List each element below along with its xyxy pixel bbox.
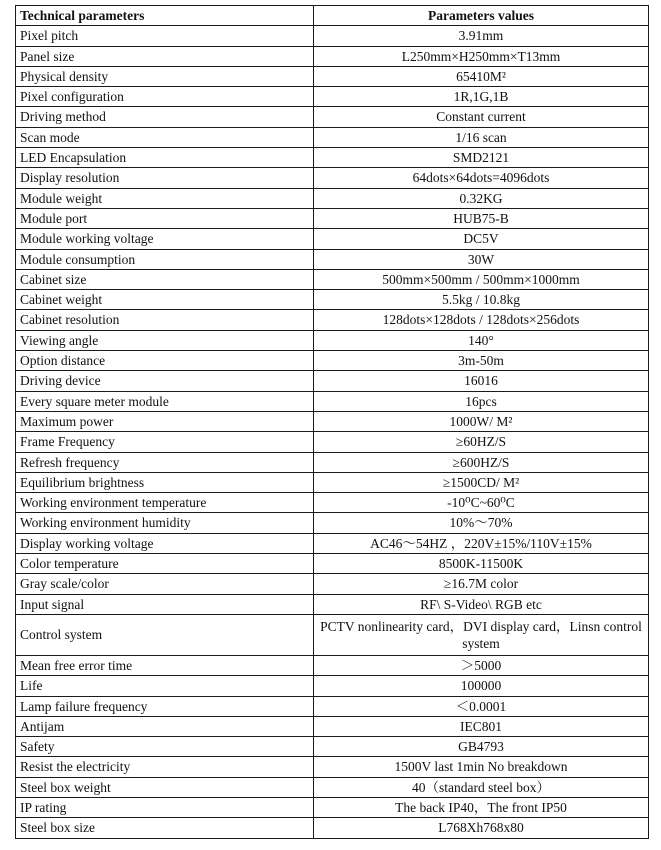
table-row: [16, 269, 649, 289]
table-row: [16, 818, 649, 838]
parameter-value: 128dots×128dots / 128dots×256dots: [314, 310, 649, 330]
table-row: [16, 371, 649, 391]
parameter-name: Cabinet size: [16, 269, 314, 289]
table-row: [16, 676, 649, 696]
parameter-value: 0.32KG: [314, 188, 649, 208]
parameter-value: HUB75-B: [314, 208, 649, 228]
parameter-name: Steel box size: [16, 818, 314, 838]
parameter-name: Frame Frequency: [16, 432, 314, 452]
parameter-name: Every square meter module: [16, 391, 314, 411]
table-row: [16, 777, 649, 797]
parameter-value: Constant current: [314, 107, 649, 127]
parameter-name: Safety: [16, 737, 314, 757]
parameter-name: Input signal: [16, 594, 314, 614]
parameter-name: Life: [16, 676, 314, 696]
table-row: [16, 66, 649, 86]
parameter-name: Driving device: [16, 371, 314, 391]
header-technical-parameters: Technical parameters: [16, 6, 314, 26]
parameter-name: Physical density: [16, 66, 314, 86]
header-parameters-values: Parameters values: [314, 6, 649, 26]
table-row: [16, 594, 649, 614]
table-row: [16, 554, 649, 574]
parameter-value: DC5V: [314, 229, 649, 249]
table-row: [16, 168, 649, 188]
parameter-name: Driving method: [16, 107, 314, 127]
table-row: [16, 107, 649, 127]
parameter-name: Panel size: [16, 46, 314, 66]
table-row: [16, 513, 649, 533]
table-row: [16, 737, 649, 757]
parameter-value: ≥60HZ/S: [314, 432, 649, 452]
parameter-value: 140°: [314, 330, 649, 350]
table-row: [16, 493, 649, 513]
parameter-value: 500mm×500mm / 500mm×1000mm: [314, 269, 649, 289]
table-row: [16, 757, 649, 777]
parameter-value: The back IP40，The front IP50: [314, 797, 649, 817]
parameter-value: GB4793: [314, 737, 649, 757]
table-row: [16, 411, 649, 431]
parameter-value: 8500K-11500K: [314, 554, 649, 574]
parameter-value: 3.91mm: [314, 26, 649, 46]
parameter-name: Module weight: [16, 188, 314, 208]
parameter-value: 1/16 scan: [314, 127, 649, 147]
table-row: [16, 391, 649, 411]
parameter-value: 40（standard steel box）: [314, 777, 649, 797]
table-body: [16, 26, 649, 838]
parameter-name: Resist the electricity: [16, 757, 314, 777]
table-row: [16, 26, 649, 46]
table-row: [16, 46, 649, 66]
parameter-value: PCTV nonlinearity card，DVI display card，Linsn control system: [314, 614, 649, 655]
table-row: [16, 655, 649, 675]
table-row: [16, 614, 649, 655]
parameter-value: ≥16.7M color: [314, 574, 649, 594]
parameter-name: Working environment humidity: [16, 513, 314, 533]
table-row: [16, 208, 649, 228]
parameter-name: Lamp failure frequency: [16, 696, 314, 716]
table-row: [16, 574, 649, 594]
parameter-name: Maximum power: [16, 411, 314, 431]
parameter-value: 30W: [314, 249, 649, 269]
table-row: [16, 432, 649, 452]
parameter-name: Display working voltage: [16, 533, 314, 553]
table-row: [16, 249, 649, 269]
parameter-name: Control system: [16, 614, 314, 655]
parameter-name: LED Encapsulation: [16, 148, 314, 168]
table-row: [16, 472, 649, 492]
parameter-value: 64dots×64dots=4096dots: [314, 168, 649, 188]
table-header-row: [16, 6, 649, 26]
parameter-name: Option distance: [16, 351, 314, 371]
parameter-name: Gray scale/color: [16, 574, 314, 594]
parameter-value: L250mm×H250mm×T13mm: [314, 46, 649, 66]
parameter-name: Pixel pitch: [16, 26, 314, 46]
table-row: [16, 229, 649, 249]
parameter-name: Module port: [16, 208, 314, 228]
parameter-name: Refresh frequency: [16, 452, 314, 472]
parameter-name: Display resolution: [16, 168, 314, 188]
parameter-value: 16016: [314, 371, 649, 391]
parameter-name: Mean free error time: [16, 655, 314, 675]
parameter-value: 1000W/ M²: [314, 411, 649, 431]
parameter-value: 100000: [314, 676, 649, 696]
parameter-name: Scan mode: [16, 127, 314, 147]
table-row: [16, 533, 649, 553]
table-row: [16, 127, 649, 147]
parameter-value: 16pcs: [314, 391, 649, 411]
parameter-name: Color temperature: [16, 554, 314, 574]
parameter-name: Pixel configuration: [16, 87, 314, 107]
parameter-value: AC46～54HZ ，220V±15%/110V±15%: [314, 533, 649, 553]
parameter-name: Module consumption: [16, 249, 314, 269]
parameter-value: ＞5000: [314, 655, 649, 675]
parameter-value: SMD2121: [314, 148, 649, 168]
table-row: [16, 148, 649, 168]
parameter-name: Viewing angle: [16, 330, 314, 350]
parameter-value: 5.5kg / 10.8kg: [314, 290, 649, 310]
table-row: [16, 452, 649, 472]
parameter-name: Antijam: [16, 716, 314, 736]
parameter-name: Steel box weight: [16, 777, 314, 797]
table-row: [16, 351, 649, 371]
table-row: [16, 696, 649, 716]
table-row: [16, 797, 649, 817]
parameter-value: -10⁰C~60⁰C: [314, 493, 649, 513]
parameter-name: Cabinet weight: [16, 290, 314, 310]
parameter-value: 65410M²: [314, 66, 649, 86]
parameter-value: L768Xh768x80: [314, 818, 649, 838]
parameter-name: Equilibrium brightness: [16, 472, 314, 492]
table-row: [16, 716, 649, 736]
parameter-value: 3m-50m: [314, 351, 649, 371]
parameter-name: IP rating: [16, 797, 314, 817]
table-row: [16, 290, 649, 310]
parameter-name: Working environment temperature: [16, 493, 314, 513]
parameter-value: 10%～70%: [314, 513, 649, 533]
parameter-value: IEC801: [314, 716, 649, 736]
technical-parameters-table: [15, 5, 649, 839]
table-row: [16, 330, 649, 350]
parameter-value: 1500V last 1min No breakdown: [314, 757, 649, 777]
parameter-value: ≥600HZ/S: [314, 452, 649, 472]
parameter-value: RF\ S-Video\ RGB etc: [314, 594, 649, 614]
table-row: [16, 87, 649, 107]
parameter-value: ＜0.0001: [314, 696, 649, 716]
table-row: [16, 310, 649, 330]
parameter-name: Module working voltage: [16, 229, 314, 249]
table-row: [16, 188, 649, 208]
parameter-name: Cabinet resolution: [16, 310, 314, 330]
parameter-value: 1R,1G,1B: [314, 87, 649, 107]
parameter-value: ≥1500CD/ M²: [314, 472, 649, 492]
